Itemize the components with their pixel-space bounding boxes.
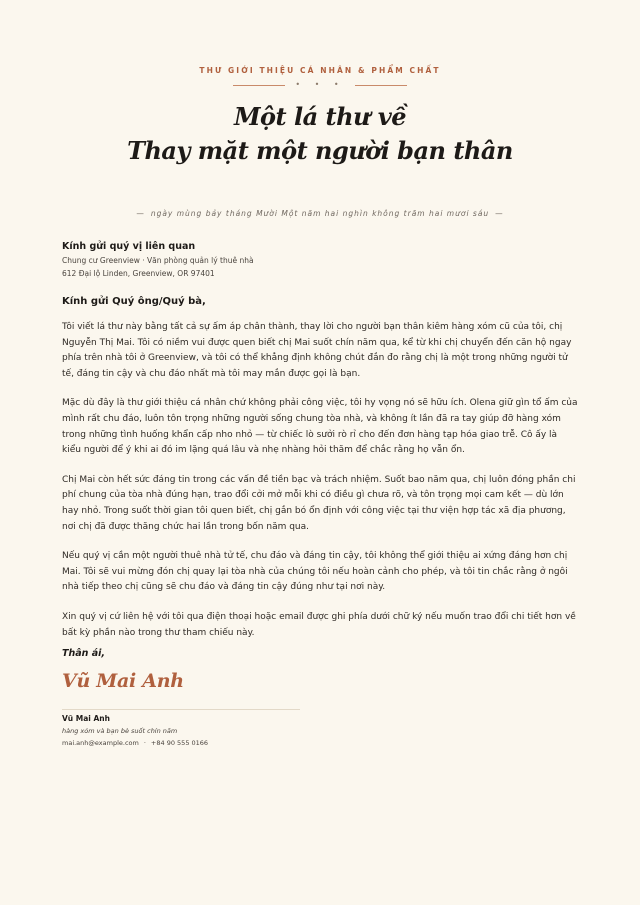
ornament-divider bbox=[0, 81, 640, 89]
date-dash-right: — bbox=[495, 209, 504, 218]
ornament-line-left bbox=[233, 85, 285, 86]
closing: Thân ái, bbox=[62, 648, 106, 659]
date-line bbox=[0, 209, 640, 218]
recipient-block bbox=[62, 240, 254, 280]
letter-title bbox=[0, 100, 640, 168]
ornament-dots: • • • bbox=[295, 80, 345, 89]
letter-eyebrow: THƯ GIỚI THIỆU CÁ NHÂN & PHẨM CHẤT bbox=[199, 66, 441, 75]
date-dash-left: — bbox=[136, 209, 145, 218]
signer-name: Vũ Mai Anh bbox=[62, 714, 110, 723]
recipient-to: Kính gửi quý vị liên quan bbox=[62, 241, 196, 252]
paragraph-1: Tôi viết lá thư này bằng tất cả sự ấm áp chân thành, thay lời cho người bạn thân kiêm hàng xóm cũ của tôi, chị Nguyễn Thị Mai. Tôi có niềm vui được quen biết chị Mai suốt chín năm qua, kể từ khi chị chuyển đến căn hộ ngay phía trên nhà tôi ở Greenview, và tôi có thể khẳng định không chút đắn đo rằng chị là một trong những người tử tế, đáng tin cậy và chu đáo nhất mà tôi may mắn được gọi là bạn. bbox=[62, 322, 572, 379]
recipient-org: Chung cư Greenview · Văn phòng quản lý thuê nhà bbox=[62, 256, 254, 265]
ornament-line-right bbox=[355, 85, 407, 86]
signature-divider bbox=[62, 709, 300, 710]
signer-phone[interactable]: +84 90 555 0166 bbox=[150, 739, 209, 747]
recipient-address: 612 Đại lộ Linden, Greenview, OR 97401 bbox=[62, 269, 215, 278]
title-line-1: Một lá thư về bbox=[233, 102, 407, 131]
paragraph-2: Mặc dù đây là thư giới thiệu cá nhân chứ không phải công việc, tôi hy vọng nó sẽ hữu ích. Olena giữ gìn tổ ấm của mình rất chu đáo, luôn tôn trọng những người sống chung tòa nhà, và không ít lần đã ra tay giúp đỡ hàng xóm trong những tình huống khẩn cấp nho nhỏ — từ chiếc lò sưởi rò rỉ cho đến đơn hàng tạp hóa giao trễ. Cô ấy là kiểu người để ý khi ai đó im lặng quá lâu và nhẹ nhàng hỏi thăm để chắc rằng họ vẫn ổn. bbox=[62, 398, 578, 456]
letter-body bbox=[62, 320, 578, 655]
paragraph-4: Nếu quý vị cần một người thuê nhà tử tế, chu đáo và đáng tin cậy, tôi không thể giới thiệu ai xứng đáng hơn chị Mai. Tôi sẽ vui mừng đón chị quay lại tòa nhà của chúng tôi nếu hoàn cảnh cho phép, và tôi tin chắc rằng ở ngôi nhà tiếp theo chị cũng sẽ chu đáo và đáng tin cậy đúng như tại nơi này. bbox=[62, 551, 568, 593]
paragraph-5: Xin quý vị cứ liên hệ với tôi qua điện thoại hoặc email được ghi phía dưới chữ ký nếu muốn trao đổi chi tiết hơn về bất kỳ phần nào trong thư tham chiếu này. bbox=[62, 611, 576, 638]
paragraph-3: Chị Mai còn hết sức đáng tin trong các vấn đề tiền bạc và trách nhiệm. Suốt bao năm qua, chị luôn đóng phần chi phí chung của tòa nhà đúng hạn, trao đổi cởi mở mỗi khi có điều gì chưa rõ, và tôn trọng mọi cam kết — dù lớn hay nhỏ. Trong suốt thời gian tôi quen biết, chị gắn bó ổn định với công việc tại thư viện hợp tác xã địa phương, nơi chị đã được thăng chức hai lần trong bốn năm qua. bbox=[62, 474, 576, 532]
signer-email[interactable]: mai.anh@example.com bbox=[62, 739, 139, 747]
letter-date: ngày mùng bảy tháng Mười Một năm hai nghìn không trăm hai mươi sáu bbox=[150, 209, 490, 218]
signature-script: Vũ Mai Anh bbox=[62, 670, 184, 692]
contact-separator: · bbox=[143, 739, 146, 747]
signer-role: hàng xóm và bạn bè suốt chín năm bbox=[62, 727, 178, 735]
salutation: Kính gửi Quý ông/Quý bà, bbox=[62, 296, 206, 307]
signer-contact bbox=[62, 739, 208, 747]
title-line-2: Thay mặt một người bạn thân bbox=[127, 136, 513, 165]
